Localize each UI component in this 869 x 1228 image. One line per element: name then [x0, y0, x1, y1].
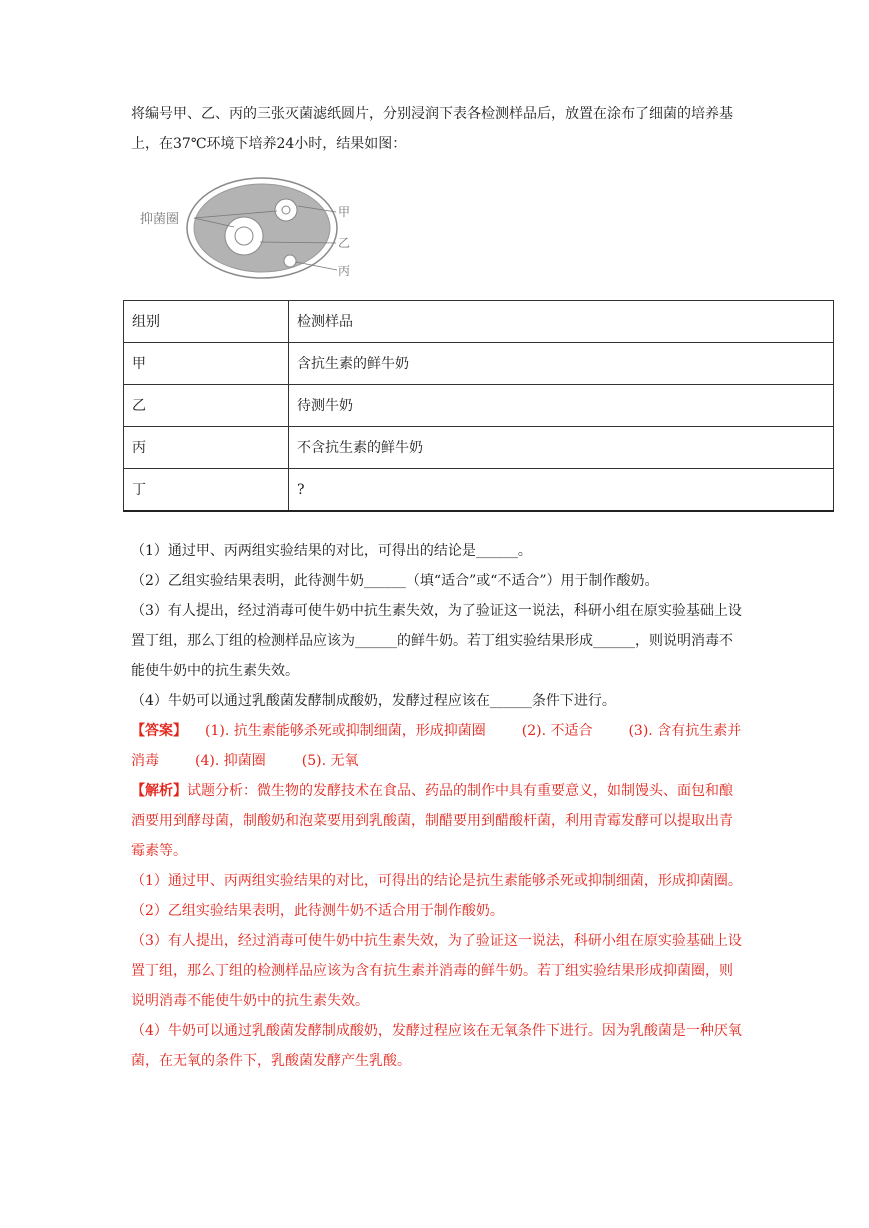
table-header-row — [124, 301, 834, 343]
disc-yi — [225, 217, 263, 255]
question-3: （3）有人提出，经过消毒可使牛奶中抗生素失效，为了验证这一说法，科研小组在原实验基础上设置丁组，那么丁组的检测样品应该为______的鲜牛奶。若丁组实验结果形成______，则说明消毒不能使牛奶中的抗生素失效。 — [131, 603, 742, 679]
label-yi: 乙 — [338, 236, 351, 250]
table-cell-sample: 待测牛奶 — [289, 385, 834, 427]
disc-bing — [284, 255, 296, 267]
petri-dish-figure — [140, 172, 360, 284]
answer-item-2: (2). 不适合 — [521, 723, 593, 739]
analysis-paragraph-2: （2）乙组实验结果表明，此待测牛奶不适合用于制作酸奶。 — [131, 903, 504, 919]
table-row — [124, 385, 834, 427]
question-1: （1）通过甲、丙两组实验结果的对比，可得出的结论是______。 — [131, 543, 532, 559]
analysis-paragraph-4: （4）牛奶可以通过乳酸菌发酵制成酸奶，发酵过程应该在无氧条件下进行。因为乳酸菌是一种厌氧菌，在无氧的条件下，乳酸菌发酵产生乳酸。 — [131, 1023, 742, 1069]
answer-block — [131, 716, 746, 776]
table-cell-group: 乙 — [124, 385, 289, 427]
analysis-intro — [131, 776, 746, 866]
question-section — [131, 536, 746, 1076]
answer-item-1: (1). 抗生素能够杀死或抑制细菌，形成抑菌圈 — [205, 723, 486, 739]
analysis-intro-text: 试题分析：微生物的发酵技术在食品、药品的制作中具有重要意义，如制馒头、面包和酿酒要用到酵母菌，制酸奶和泡菜要用到乳酸菌，制醋要用到醋酸杆菌，利用青霉发酵可以提取出青霉素等。 — [131, 783, 733, 859]
sample-table — [123, 300, 834, 512]
table-row — [124, 469, 834, 512]
answer-item-4: (4). 抑菌圈 — [195, 753, 266, 769]
analysis-tag: 【解析】 — [131, 783, 187, 799]
table-row — [124, 427, 834, 469]
label-bing: 丙 — [338, 264, 351, 278]
table-row — [124, 343, 834, 385]
table-cell-sample: 含抗生素的鲜牛奶 — [289, 343, 834, 385]
analysis-paragraph-1: （1）通过甲、丙两组实验结果的对比，可得出的结论是抗生素能够杀死或抑制细菌，形成抑菌圈。 — [131, 873, 742, 889]
table-cell-sample: ? — [289, 469, 834, 512]
question-4: （4）牛奶可以通过乳酸菌发酵制成酸奶，发酵过程应该在______条件下进行。 — [131, 693, 616, 709]
answer-item-5: (5). 无氧 — [301, 753, 359, 769]
table-header-cell: 检测样品 — [289, 301, 834, 343]
table-cell-sample: 不含抗生素的鲜牛奶 — [289, 427, 834, 469]
table-cell-group: 丁 — [124, 469, 289, 512]
intro-paragraph: 将编号甲、乙、丙的三张灭菌滤纸圆片，分别浸润下表各检测样品后，放置在涂布了细菌的培养基上，在37℃环境下培养24小时，结果如图： — [131, 106, 733, 152]
label-jia: 甲 — [338, 205, 351, 219]
petri-dish — [187, 178, 337, 278]
disc-jia — [275, 199, 297, 221]
analysis-paragraph-3: （3）有人提出，经过消毒可使牛奶中抗生素失效，为了验证这一说法，科研小组在原实验基础上设置丁组，那么丁组的检测样品应该为含有抗生素并消毒的鲜牛奶。若丁组实验结果形成抑菌圈，则说明消毒不能使牛奶中的抗生素失效。 — [131, 933, 742, 1009]
question-2: （2）乙组实验结果表明，此待测牛奶______（填“适合”或“不适合”）用于制作酸奶。 — [131, 573, 659, 589]
table-header-cell: 组别 — [124, 301, 289, 343]
table-cell-group: 甲 — [124, 343, 289, 385]
answer-item-3: (3). 含有抗生素并消毒 — [131, 723, 742, 769]
label-inhibition-zone: 抑菌圈 — [140, 212, 180, 227]
table-cell-group: 丙 — [124, 427, 289, 469]
answer-tag: 【答案】 — [131, 723, 187, 739]
